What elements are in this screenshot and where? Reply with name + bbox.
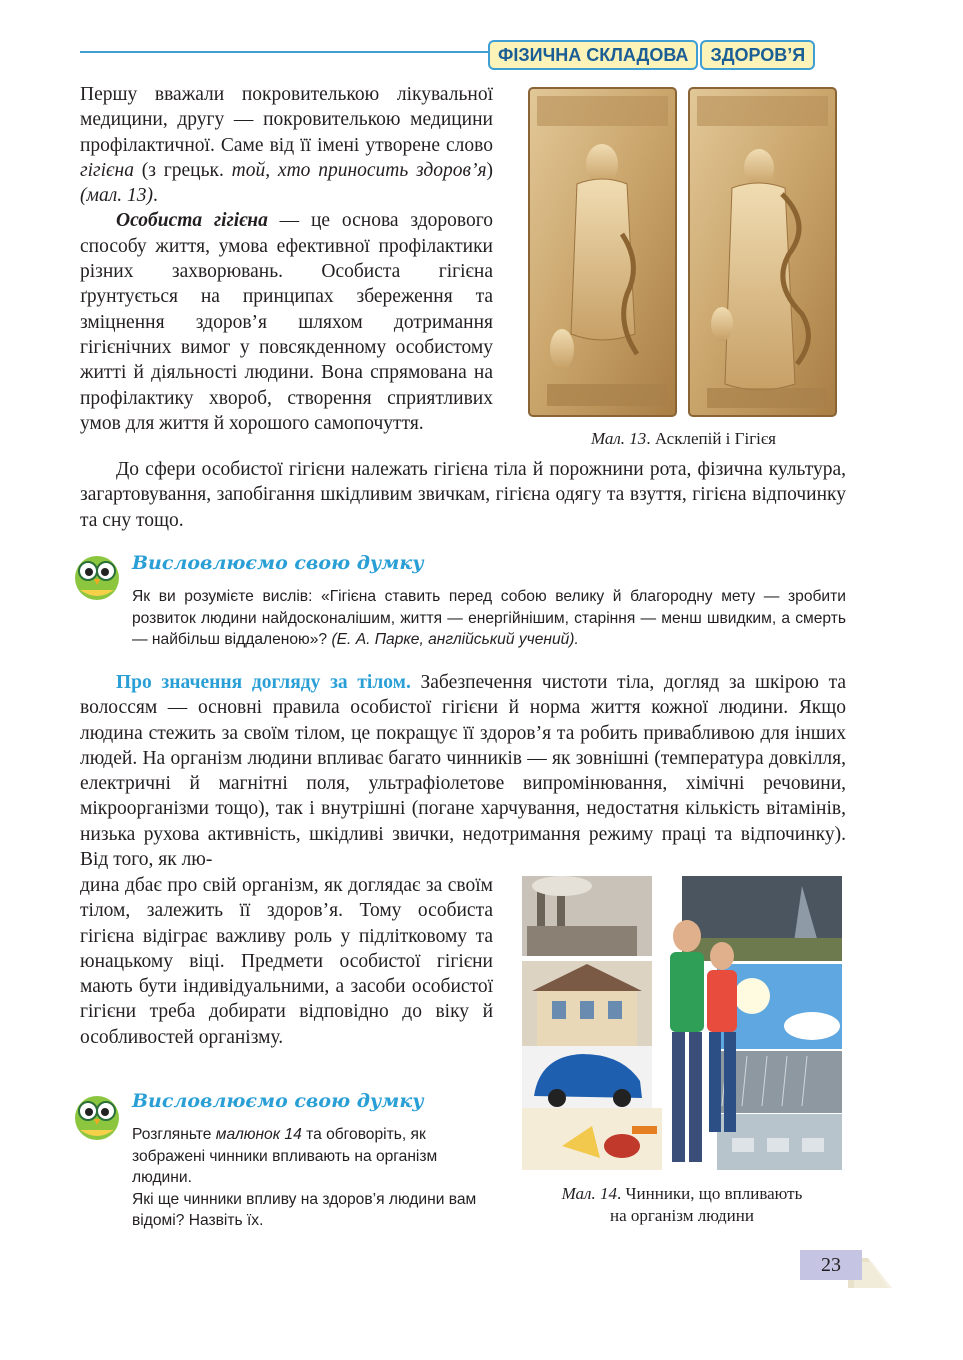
figure-14-image	[522, 876, 842, 1170]
sphere-paragraph: До сфери особистої гігієни належать гігієна тіла й порожнини рота, фізична культура, загартовування, запобігання шкідливим звичкам, гігієна одягу та взуття, гігієна відпочинку та сну тощо.	[80, 459, 846, 531]
box1-author: (Е. А. Парке, англійський учений).	[331, 631, 579, 648]
body-care-heading: Про значення догляду за тілом.	[116, 672, 411, 693]
personal-hygiene-term: Особиста гігієна	[116, 210, 268, 232]
fig14-caption-line1: Мал. 14. Чинники, що впливають	[561, 1184, 803, 1203]
intro-paragraph: Першу вважали покровителькою лікувальної медицини, другу — покровителькою медицини профілактичної. Саме від її імені утворене слово гігієна (з грецьк. той, хто приносить здоров’я) (мал. 13).	[80, 84, 494, 207]
box2-fig-ref: малюнок 14	[215, 1126, 302, 1143]
fig14-caption-line2: на організм людини	[610, 1206, 754, 1225]
body-care-continuation: дина дбає про свій організм, як доглядає за своїм тілом, залежить її здоров’я. Тому особиста гігієна відіграє важливу роль у підлітковому та юнацькому віці. Предмети особистої гігієни мають бути індивідуальними, а засоби особистої гігієни треба добирати відповідно до віку й особливостей організму.	[80, 875, 493, 1048]
fig13-label: Мал. 13	[590, 429, 647, 448]
box1-text: Як ви розумієте вислів: «Гігієна ставить перед собою велику й благородну мету — зробити розвиток людини найдосконалішим, життя — енергійнішим, старіння — менш швидким, а смерть — найбільш віддаленою»? (Е. А. Парке, англійський учений).	[132, 588, 846, 648]
figure-13-caption: Мал. 13. Асклепій і Гігієя	[590, 429, 777, 448]
header-tab-health: ЗДОРОВ’Я	[700, 40, 815, 70]
greek-meaning: той, хто приносить здоров’я	[231, 159, 487, 181]
personal-hygiene-paragraph: Особиста гігієна — це основа здорового способу життя, умова ефективної профілактики різних захворювань. Особиста гігієна ґрунтується на принципах збереження та зміцнення здоров’я шляхом дотримання гігієнічних вимог у повсякденному особистому житті й діяльності людини. Вона спрямована на профілактику хвороб, створення сприятливих умов для життя й хорошого самопочуття.	[80, 210, 493, 434]
fig14-label: Мал. 14	[561, 1184, 617, 1203]
box2-paragraph-2: Які ще чинники впливу на здоров’я людини вам відомі? Назвіть їх.	[132, 1190, 477, 1229]
owl-icon	[70, 1090, 124, 1142]
figure-14-caption	[522, 1183, 842, 1227]
page-number: 23	[800, 1250, 862, 1280]
body-care-paragraph: Про значення догляду за тілом. Забезпечення чистоти тіла, догляд за шкірою та волоссям — основні правила особистої гігієни й норма життя кожної людини. Якщо людина стежить за своїм тілом, це покращує її здоров’я та робить привабливою для інших людей. На організм людини впливає багато чинників — як зовнішні (температура довкілля, електричні й магнітні поля, ультрафіолетове випромінювання, хімічні речовини, мікроорганізми тощо), так і внутрішні (погане харчування, недостатня кількість вітамінів, низька рухова активність, шкідливі звички, недотримання режиму праці та відпочинку). Від того, як лю-	[80, 672, 847, 871]
term-gigiena: гігієна	[80, 159, 134, 181]
fig13-ref: (мал. 13)	[80, 185, 153, 207]
header-tab-physical: ФІЗИЧНА СКЛАДОВА	[488, 40, 698, 70]
header-rule	[80, 51, 490, 53]
figure-13-image	[527, 84, 840, 419]
owl-icon	[70, 550, 124, 602]
box2-title: Висловлюємо свою думку	[132, 1090, 424, 1112]
box2-text	[132, 1124, 494, 1232]
section-header	[488, 40, 815, 70]
box2-paragraph-1: Розгляньте малюнок 14 та обговоріть, як зображені чинники впливають на організм людини.	[132, 1126, 438, 1186]
intro-column	[80, 82, 493, 436]
factors-collage-illustration	[522, 876, 842, 1170]
box1-title: Висловлюємо свою думку	[132, 552, 424, 574]
ivory-diptych-illustration	[527, 84, 840, 419]
